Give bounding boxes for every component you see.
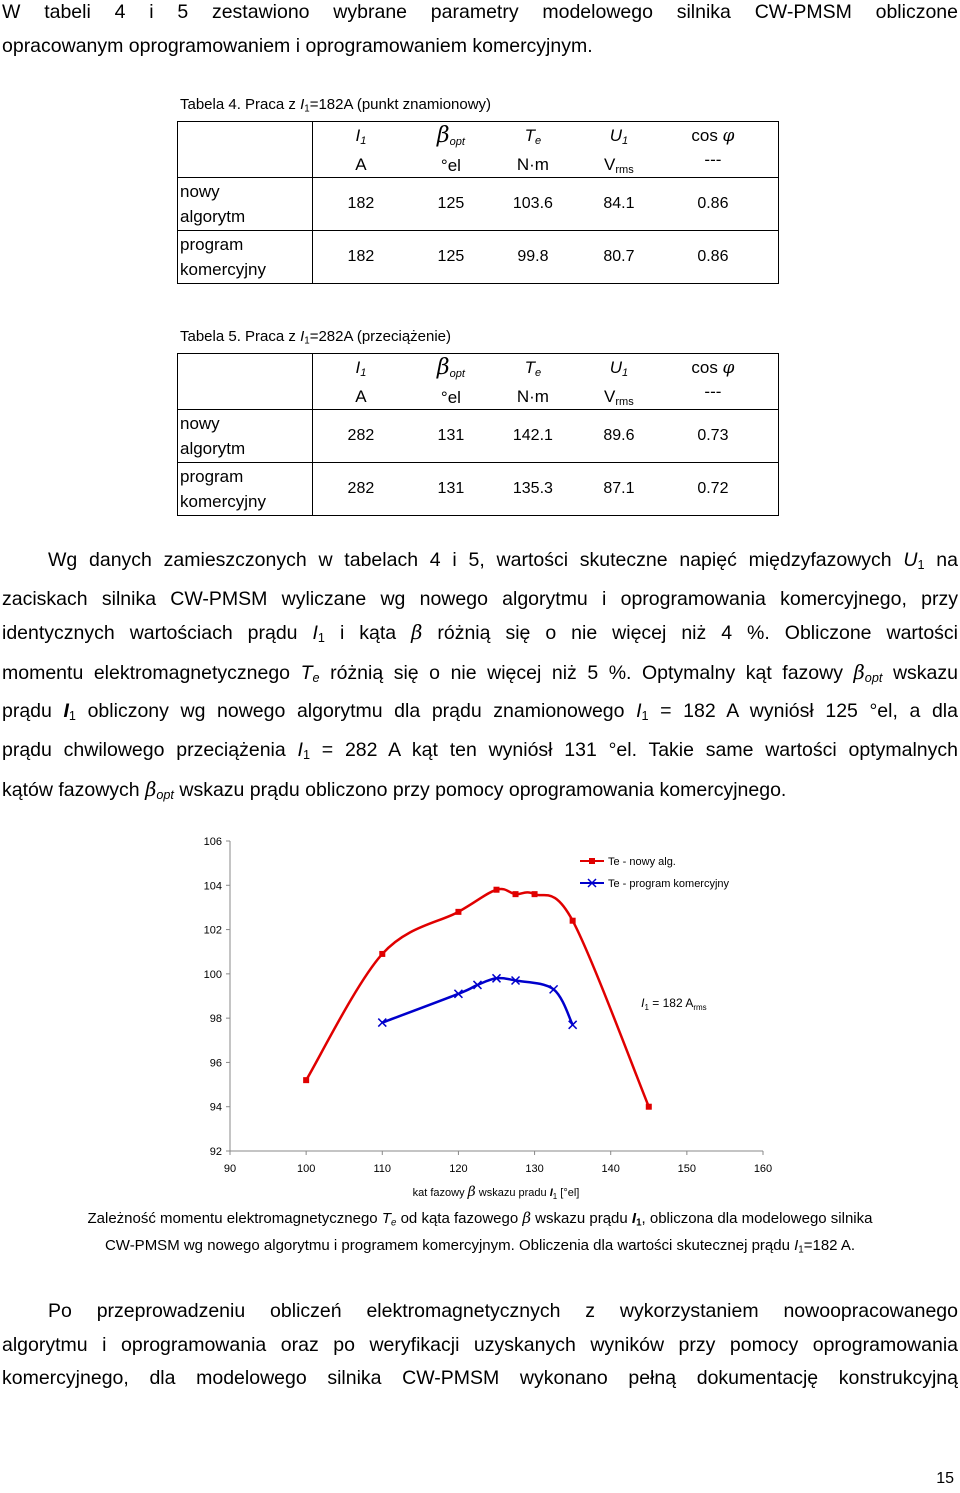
y-tick-label: 106 [203,836,222,848]
table4-caption: Tabela 4. Praca z $I_1=182A$ (punkt znamionowy) [180,96,492,115]
y-tick-label: 96 [209,1057,222,1070]
x-tick-label: 120 [449,1163,468,1175]
header-cells [312,354,778,410]
table-cell: 84.1 [603,195,635,212]
column-header: $I_1$ A [355,358,367,406]
y-tick-label: 100 [203,968,222,981]
row-label: program komercyjny [178,231,313,284]
data-point [494,887,500,893]
y-tick-label: 92 [209,1146,222,1158]
row-values [312,463,778,516]
data-point [532,891,538,897]
table-cell: 0.86 [697,195,729,212]
data-point [550,985,558,993]
data-point [589,858,595,864]
chart-series [303,887,652,1110]
torque-vs-angle-chart [0,820,960,1205]
intro-paragraph [2,0,958,63]
table-header-row [178,354,779,410]
table5 [177,353,779,516]
x-tick-label: 100 [296,1163,316,1175]
table-cell: 0.72 [697,480,729,497]
figure-caption: Zależność momentu elektromagnetycznego $T_e$ od kąta fazowego β wskazu prądu $I_1$, obliczona dla modelowego silnika CW-PMSM wg nowego algorytmu i programem komercyjnym. Obliczenia dla wartości skutecznej prądu $I_1=182$ A. [87,1209,873,1256]
y-tick-label: 98 [209,1013,222,1026]
table-cell: 125 [437,195,465,212]
data-point [646,1104,652,1110]
header-cells [312,122,778,178]
row-values [312,410,778,463]
chart-annotation: $I_1 = 182$ $A_{rms}$ [641,996,707,1013]
row-label: nowy algorytm [178,410,313,463]
table-cell: 103.6 [512,195,553,212]
data-point [379,951,385,957]
table-cell: 89.6 [603,427,635,444]
conclusion-paragraph: Po przeprowadzeniu obliczeń elektromagnetycznych z wykorzystaniem nowoopracowanego algorytmu i oprogramowania oraz po weryfikacji uzyskanych wyników przy pomocy oprogramowania komercyjnego, dla modelowego silnika CW-PMSM wykonano pełną dokumentację konstrukcyjną [2,1300,958,1389]
data-point [303,1077,309,1083]
column-header: $T_e$ N·m [516,358,549,406]
table-cell: 0.73 [697,427,729,444]
intro-line: W tabeli 4 i 5 zestawiono wybrane parametry modelowego silnika CW-PMSM obliczone [2,1,958,23]
data-point [513,891,519,897]
table-row [178,410,779,463]
table-cell: 135.3 [512,480,553,497]
row-label: program komercyjny [178,463,313,516]
column-header: cos φ --- [691,126,735,169]
row-values [312,231,778,284]
column-header: $U_1$ $V_{rms}$ [604,358,634,408]
table-cell: 131 [437,480,465,497]
table-cell: 142.1 [512,427,553,444]
x-tick-label: 140 [601,1163,620,1175]
x-tick-label: 90 [223,1163,237,1175]
table-cell: 99.8 [517,248,549,265]
table-row [178,178,779,231]
table-row [178,231,779,284]
table-cell: 182 [347,248,375,265]
row-values [312,178,778,231]
table-cell: 131 [437,427,465,444]
column-header: $U_1$ $V_{rms}$ [604,126,634,176]
y-tick-label: 102 [203,924,222,937]
table-row [178,463,779,516]
intro-line: opracowanym oprogramowaniem i oprogramowaniem komercyjnym. [2,34,593,57]
table-cell: 125 [437,248,465,265]
page-number: 15 [936,1470,954,1487]
x-tick-label: 110 [373,1163,392,1175]
table-cell: 282 [347,427,375,444]
x-tick-label: 130 [525,1163,544,1175]
table-cell: 182 [347,195,375,212]
table5-caption: Tabela 5. Praca z $I_1=282A$ (przeciążenie) [180,328,452,347]
y-tick-label: 104 [203,880,222,893]
table-cell: 87.1 [603,480,635,497]
table-header-row [178,122,779,178]
table4 [177,121,779,284]
column-header: $I_1$ A [355,126,367,174]
table-cell: 0.86 [697,248,729,265]
x-tick-label: 150 [677,1163,697,1175]
data-point [455,909,461,915]
x-tick-label: 160 [753,1163,773,1175]
row-label: nowy algorytm [178,178,313,231]
data-point [570,918,576,924]
column-header: $\beta_{opt}$ °el [436,355,465,407]
chart-x-axis-label: kat fazowy β wskazu pradu $I_1$ [°el] [412,1184,580,1201]
y-tick-label: 94 [209,1101,222,1114]
table-cell: 282 [347,480,375,497]
table-cell: 80.7 [603,248,635,265]
legend-label: Te - program komercyjny [608,878,730,890]
column-header: cos φ --- [691,358,735,401]
legend-label: Te - nowy alg. [608,856,676,868]
chart-legend [580,856,730,890]
series-line [306,889,649,1107]
discussion-paragraph: Wg danych zamieszczonych w tabelach 4 i 5, wartości skuteczne napięć międzyfazowych $U_1$ na zaciskach silnika CW-PMSM wyliczane wg nowego algorytmu i oprogramowania komercyjnego, przy identycznych wartościach prądu $I_1$ i kąta β różnią się o nie więcej niż 4 %. Obliczone wartości momentu elektromagnetycznego $T_e$ różnią się o nie więcej niż 5 %. Optymalny kąt fazowy $\beta_{opt}$ wskazu prądu $I_1$ obliczony wg nowego algorytmu dla prądu znamionowego $I_1 = 182$ A wyniósł 125 °el, a dla prądu chwilowego przeciążenia $I_1 = 282$ A kąt ten wyniósł 131 °el. Takie same wartości optymalnych kątów fazowych $\beta_{opt}$ wskazu prądu obliczono przy pomocy oprogramowania komercyjnego. [2,549,958,802]
column-header: $T_e$ N·m [516,126,549,174]
column-header: $\beta_{opt}$ °el [436,123,465,175]
